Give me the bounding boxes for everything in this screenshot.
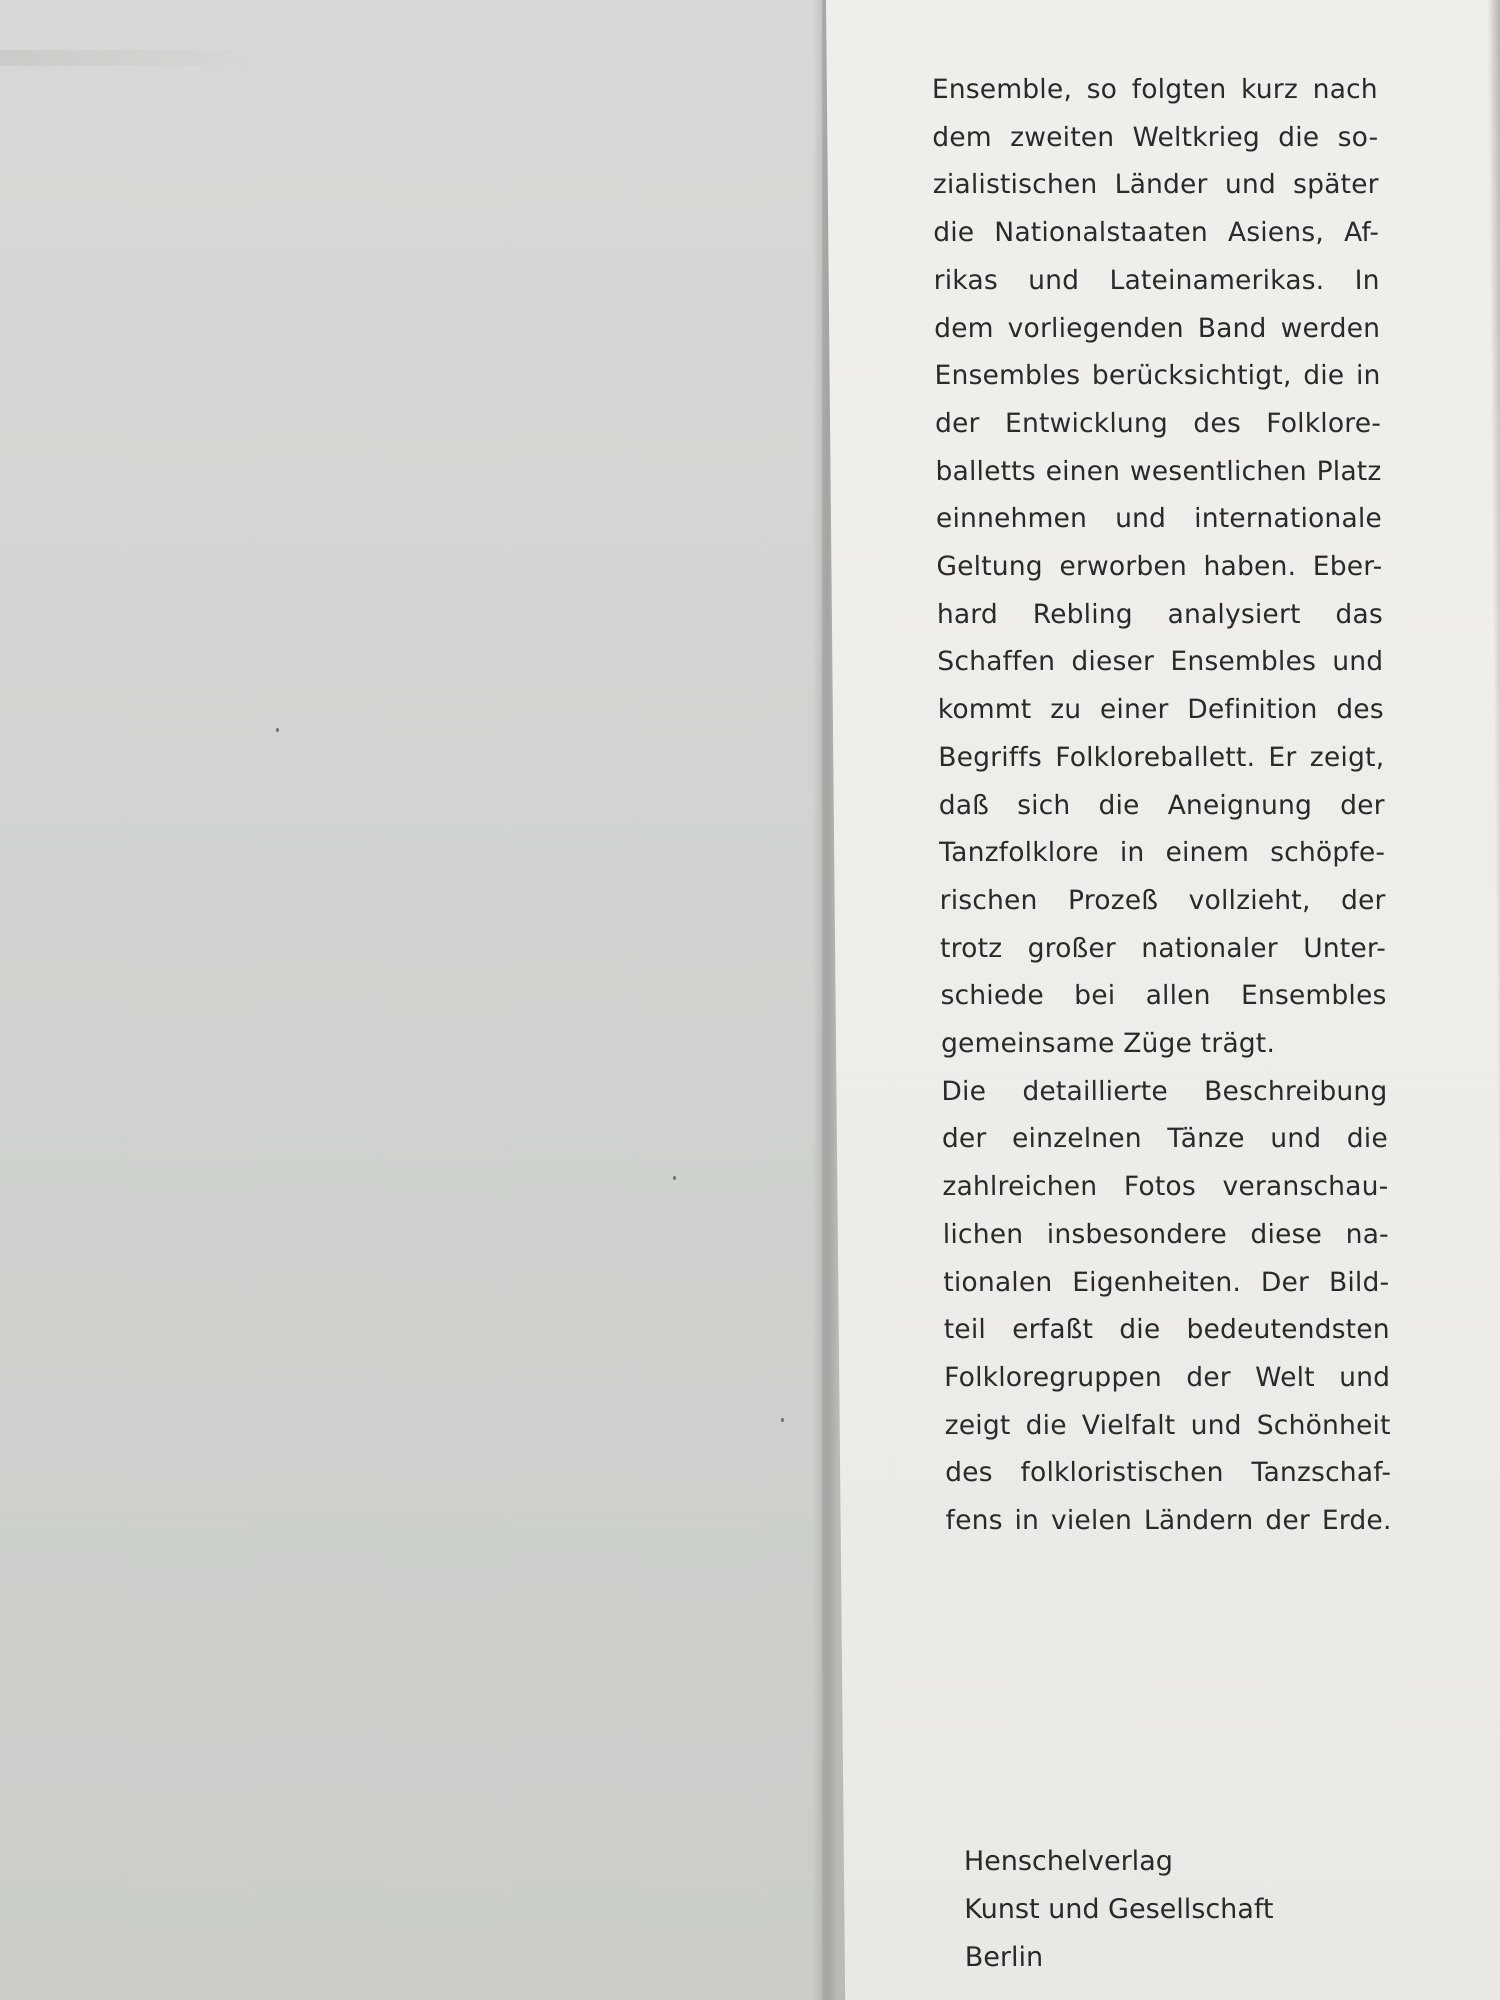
blurb-line: Schaffen dieser Ensembles und [937, 646, 1384, 678]
blurb-line: Die detaillierte Beschreibung [941, 1075, 1388, 1107]
blurb-line: dem vorliegenden Band werden [934, 312, 1381, 344]
blurb-line: des folkloristischen Tanzschaf- [944, 1457, 1392, 1489]
paper-crease [0, 50, 270, 66]
blurb-line: gemeinsame Züge trägt. [940, 1028, 1276, 1060]
blurb-line: der einzelnen Tänze und die [941, 1123, 1389, 1155]
flap-edge-shadow [1487, 0, 1500, 2000]
blurb-line: Folkloregruppen der Welt und [944, 1361, 1391, 1393]
blurb-line: rikas und Lateinamerikas. In [933, 264, 1380, 296]
blurb-line: Ensemble, so folgten kurz nach [931, 74, 1379, 105]
publisher-imprint [964, 1838, 1275, 1982]
blurb-line: trotz großer nationaler Unter- [939, 932, 1387, 964]
publisher-city: Berlin [964, 1942, 1044, 1973]
blurb-line: balletts einen wesentlichen Platz [935, 455, 1382, 487]
blurb-line: teil erfaßt die bedeutendsten [943, 1314, 1390, 1346]
blurb-line: einnehmen und internationale [935, 503, 1383, 535]
blurb-line: zeigt die Vielfalt und Schönheit [944, 1409, 1391, 1441]
blurb-line: zahlreichen Fotos veranschau- [942, 1171, 1389, 1203]
blurb-line: Geltung erworben haben. Eber- [936, 551, 1383, 583]
blurb-line: kommt zu einer Definition des [937, 694, 1384, 726]
jacket-blurb [932, 66, 1392, 1545]
blurb-line: zialistischen Länder und später [932, 169, 1379, 201]
dust-jacket-flap [826, 0, 1500, 2000]
publisher-name: Henschelverlag [963, 1846, 1174, 1877]
blurb-line: lichen insbesondere diese na- [942, 1218, 1389, 1250]
blurb-line: fens in vielen Ländern der Erde. [945, 1505, 1392, 1537]
blurb-line: hard Rebling analysiert das [936, 598, 1384, 630]
blurb-line: der Entwicklung des Folklore- [934, 407, 1382, 439]
blurb-line: daß sich die Aneignung der [938, 789, 1385, 821]
blurb-line: Ensembles berücksichtigt, die in [934, 360, 1381, 392]
paper-fleck [276, 728, 279, 732]
blurb-line: Tanzfolklore in einem schöpfe- [939, 837, 1386, 869]
blurb-line: rischen Prozeß vollzieht, der [939, 884, 1386, 916]
blurb-line: schiede bei allen Ensembles [940, 980, 1387, 1012]
blurb-line: tionalen Eigenheiten. Der Bild- [943, 1266, 1390, 1298]
blurb-line: die Nationalstaaten Asiens, Af- [933, 217, 1380, 249]
blurb-line: dem zweiten Weltkrieg die so- [932, 121, 1379, 153]
blurb-line: Begriffs Folkloreballett. Er zeigt, [938, 741, 1385, 773]
publisher-series: Kunst und Gesellschaft [964, 1894, 1274, 1925]
paper-fleck [673, 1176, 676, 1180]
paper-fleck [781, 1418, 784, 1422]
